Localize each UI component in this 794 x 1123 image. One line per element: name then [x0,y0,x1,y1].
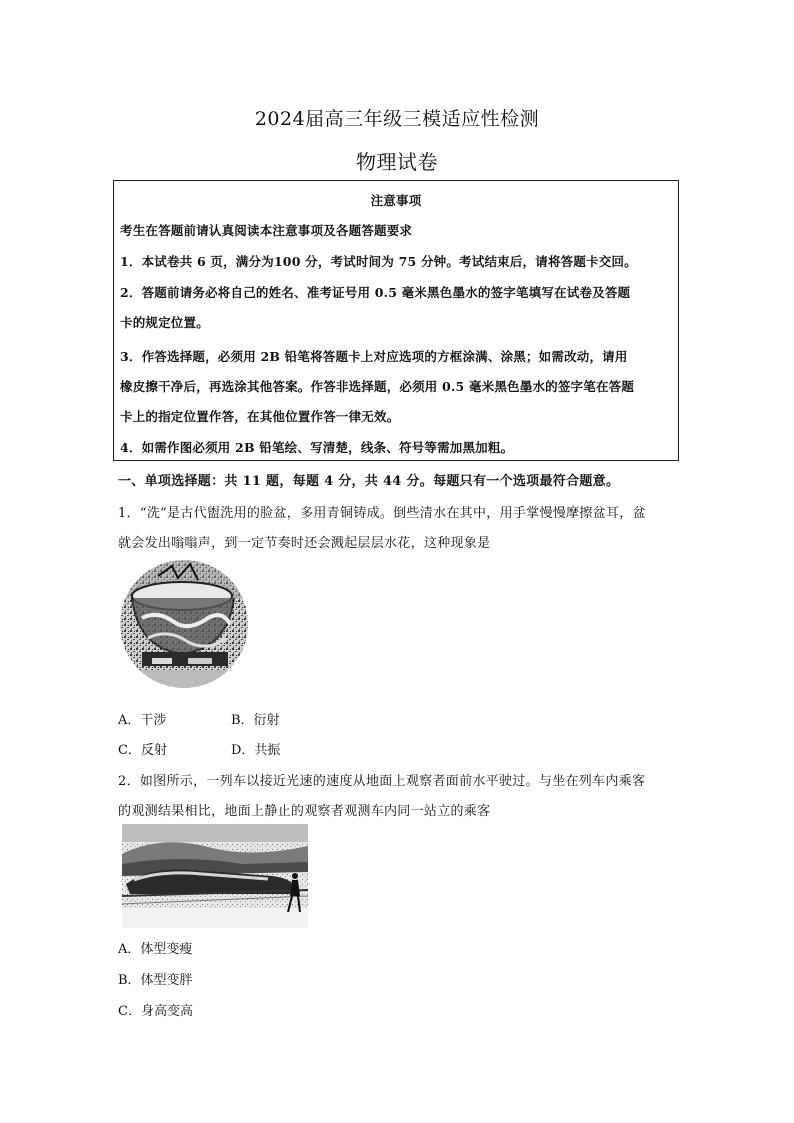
notice-line: 4．如需作图必须用 2B 铅笔绘、写清楚，线条、符号等需加黑加粗。 [120,440,514,455]
notice-line: 1．本试卷共 6 页，满分为100 分，考试时间为 75 分钟。考试结束后，请将答题卡交回。 [120,254,637,269]
q1-option-c: C．反射 [118,743,167,758]
notice-heading: 注意事项 [370,193,422,208]
notice-box [113,180,679,461]
notice-line: 卡上的指定位置作答，在其他位置作答一律无效。 [120,409,400,424]
train-photo [122,824,308,928]
q1-stem-line: 就会发出嗡嗡声，到一定节奏时还会溅起层层水花，这种现象是 [118,536,491,551]
exam-title: 2024届高三年级三模适应性检测 [254,108,540,130]
notice-line: 卡的规定位置。 [120,315,209,330]
q2-option-b: B．体型变胖 [118,973,193,988]
q1-option-d: D．共振 [231,743,281,758]
notice-line: 考生在答题前请认真阅读本注意事项及各题答题要求 [120,223,413,238]
exam-subtitle: 物理试卷 [356,150,438,174]
q2-option-a: A．体型变瘦 [118,942,193,957]
washbasin-photo [118,558,252,696]
q2-stem-line: 2．如图所示，一列车以接近光速的速度从地面上观察者面前水平驶过。与坐在列车内乘客 [118,774,646,789]
q1-option-b: B．衍射 [231,713,280,728]
notice-line: 橡皮擦干净后，再选涂其他答案。作答非选择题，必须用 0.5 毫米黑色墨水的签字笔在答题 [120,379,635,394]
q2-stem-line: 的观测结果相比，地面上静止的观察者观测车内同一站立的乘客 [118,804,491,819]
section-heading: 一、单项选择题：共 11 题，每题 4 分，共 44 分。每题只有一个选项最符合题意。 [118,474,620,489]
notice-line: 3．作答选择题，必须用 2B 铅笔将答题卡上对应选项的方框涂满、涂黑；如需改动，请用 [120,349,628,364]
q1-stem-line: 1．“洗”是古代盥洗用的脸盆，多用青铜铸成。倒些清水在其中，用手掌慢慢摩擦盆耳，盆 [118,506,646,521]
notice-line: 2．答题前请务必将自己的姓名、准考证号用 0.5 毫米黑色墨水的签字笔填写在试卷及答题 [120,285,631,300]
q1-option-a: A．干涉 [118,713,167,728]
q2-option-c: C．身高变高 [118,1004,193,1019]
